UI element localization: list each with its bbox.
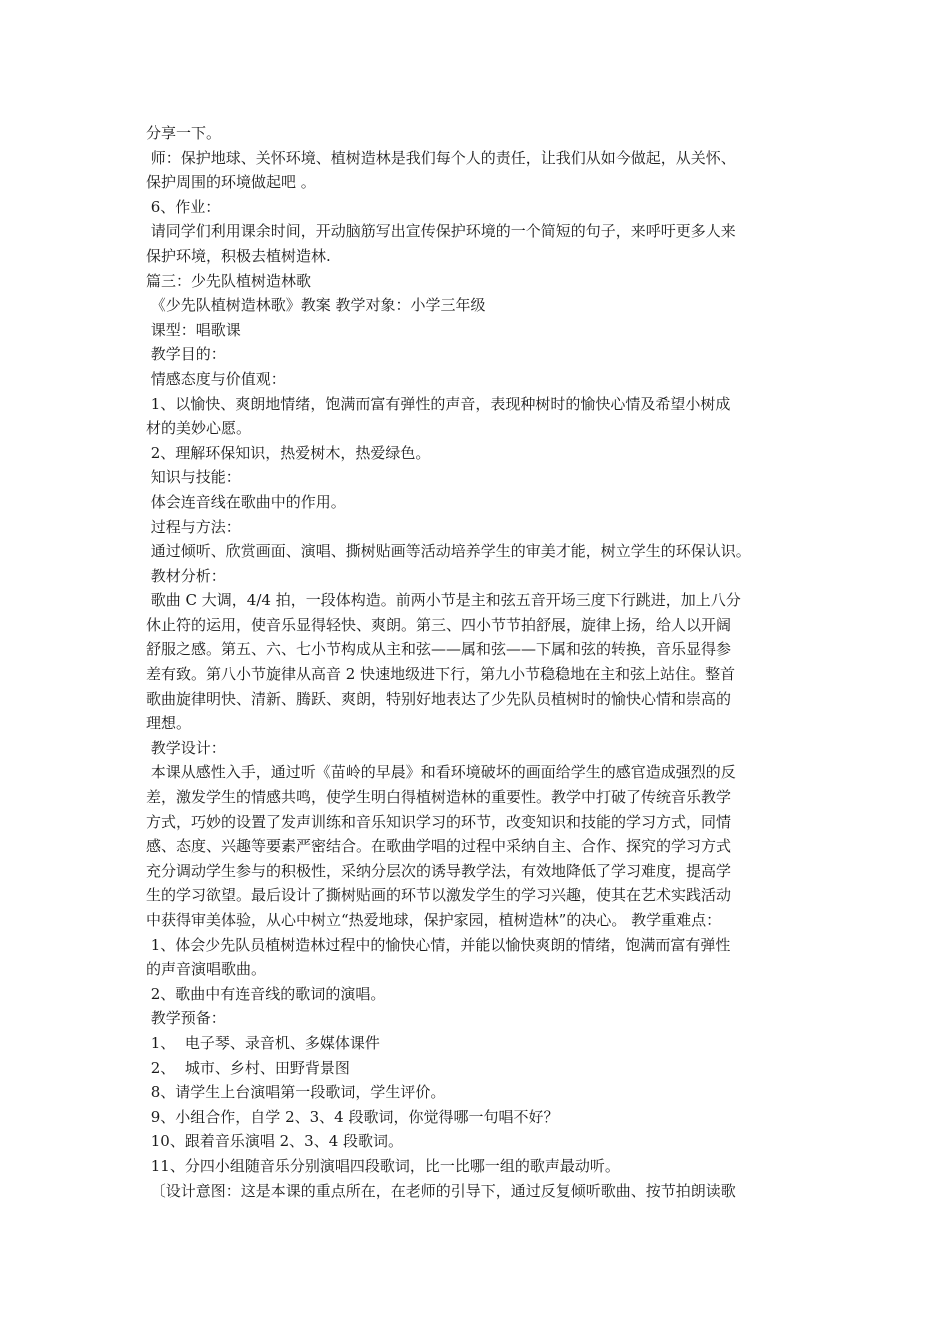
list-item: 10、跟着音乐演唱 2、3、4 段歌词。 <box>146 1132 404 1151</box>
text-line: 的声音演唱歌曲。 <box>146 960 267 979</box>
text-line: 方式，巧妙的设置了发声训练和音乐知识学习的环节，改变知识和技能的学习方式，同情 <box>146 812 732 831</box>
text-line: 舒服之感。第五、六、七小节构成从主和弦——属和弦——下属和弦的转换，音乐显得参 <box>146 640 732 659</box>
text-line: 理想。 <box>146 714 192 733</box>
text-line: 材的美妙心愿。 <box>146 419 252 438</box>
text-line: 中获得审美体验，从心中树立“热爱地球，保护家园，植树造林”的决心。 教学重难点： <box>146 911 722 929</box>
text-line: 保护环境，积极去植树造林. <box>146 246 331 265</box>
text-line: 师：保护地球、关怀环境、植树造林是我们每个人的责任，让我们从如今做起，从关怀、 <box>146 148 736 167</box>
list-item: 9、小组合作，自学 2、3、4 段歌词，你觉得哪一句唱不好？ <box>146 1107 559 1126</box>
section-heading: 教材分析： <box>146 566 226 585</box>
section-heading: 6、作业： <box>146 197 221 216</box>
text-line: 2、歌曲中有连音线的歌词的演唱。 <box>146 984 386 1003</box>
section-heading: 过程与方法： <box>146 517 241 536</box>
chapter-title: 篇三：少先队植树造林歌 <box>146 271 312 290</box>
list-item: 11、分四小组随音乐分别演唱四段歌词，比一比哪一组的歌声最动听。 <box>146 1156 620 1175</box>
section-heading: 知识与技能： <box>146 468 241 487</box>
text-line: 〔设计意图：这是本课的重点所在，在老师的引导下，通过反复倾听歌曲、按节拍朗读歌 <box>146 1181 736 1200</box>
text-line: 1、体会少先队员植树造林过程中的愉快心情，并能以愉快爽朗的情绪，饱满而富有弹性 <box>146 935 731 954</box>
text-line: 请同学们利用课余时间，开动脑筋写出宣传保护环境的一个简短的句子，来呼吁更多人来 <box>146 222 736 241</box>
section-heading: 教学设计： <box>146 738 226 757</box>
text-line: 通过倾听、欣赏画面、演唱、撕树贴画等活动培养学生的审美才能，树立学生的环保认识。 <box>146 542 751 561</box>
text-line: 休止符的运用，使音乐显得轻快、爽朗。第三、四小节节拍舒展，旋律上扬，给人以开阔 <box>146 615 732 634</box>
text-line: 歌曲 C 大调，4/4 拍，一段体构造。前两小节是主和弦五音开场三度下行跳进，加上八分 <box>146 591 741 610</box>
list-item: 2、 城市、乡村、田野背景图 <box>146 1058 350 1077</box>
document-body <box>146 121 821 1203</box>
text-line: 保护周围的环境做起吧 。 <box>146 173 316 192</box>
text-line: 体会连音线在歌曲中的作用。 <box>146 492 346 511</box>
text-line: 充分调动学生参与的积极性，采纳分层次的诱导教学法，有效地降低了学习难度，提高学 <box>146 861 732 880</box>
list-item: 8、请学生上台演唱第一段歌词，学生评价。 <box>146 1083 446 1102</box>
text-line: 感、态度、兴趣等要素严密结合。在歌曲学唱的过程中采纳自主、合作、探究的学习方式 <box>146 837 732 856</box>
text-line: 2、理解环保知识，热爱树木，热爱绿色。 <box>146 443 431 462</box>
text-line: 1、以愉快、爽朗地情绪，饱满而富有弹性的声音，表现种树时的愉快心情及希望小树成 <box>146 394 731 413</box>
text-line: 差有致。第八小节旋律从高音 2 快速地级进下行，第九小节稳稳地在主和弦上站住。整首 <box>146 665 736 684</box>
text-line: 《少先队植树造林歌》教案 教学对象：小学三年级 <box>146 296 486 315</box>
text-line: 生的学习欲望。最后设计了撕树贴画的环节以激发学生的学习兴趣，使其在艺术实践活动 <box>146 886 732 905</box>
section-heading: 教学目的： <box>146 345 226 364</box>
text-line: 本课从感性入手，通过听《苗岭的早晨》和看环境破坏的画面给学生的感官造成强烈的反 <box>146 763 736 782</box>
text-line: 分享一下。 <box>146 124 222 142</box>
list-item: 1、 电子琴、录音机、多媒体课件 <box>146 1033 380 1052</box>
section-heading: 教学预备： <box>146 1009 226 1028</box>
text-line: 差，激发学生的情感共鸣，使学生明白得植树造林的重要性。教学中打破了传统音乐教学 <box>146 788 732 807</box>
section-heading: 情感态度与价值观： <box>146 369 286 388</box>
text-line: 课型：唱歌课 <box>146 320 241 339</box>
text-line: 歌曲旋律明快、清新、腾跃、爽朗，特别好地表达了少先队员植树时的愉快心情和崇高的 <box>146 689 732 708</box>
